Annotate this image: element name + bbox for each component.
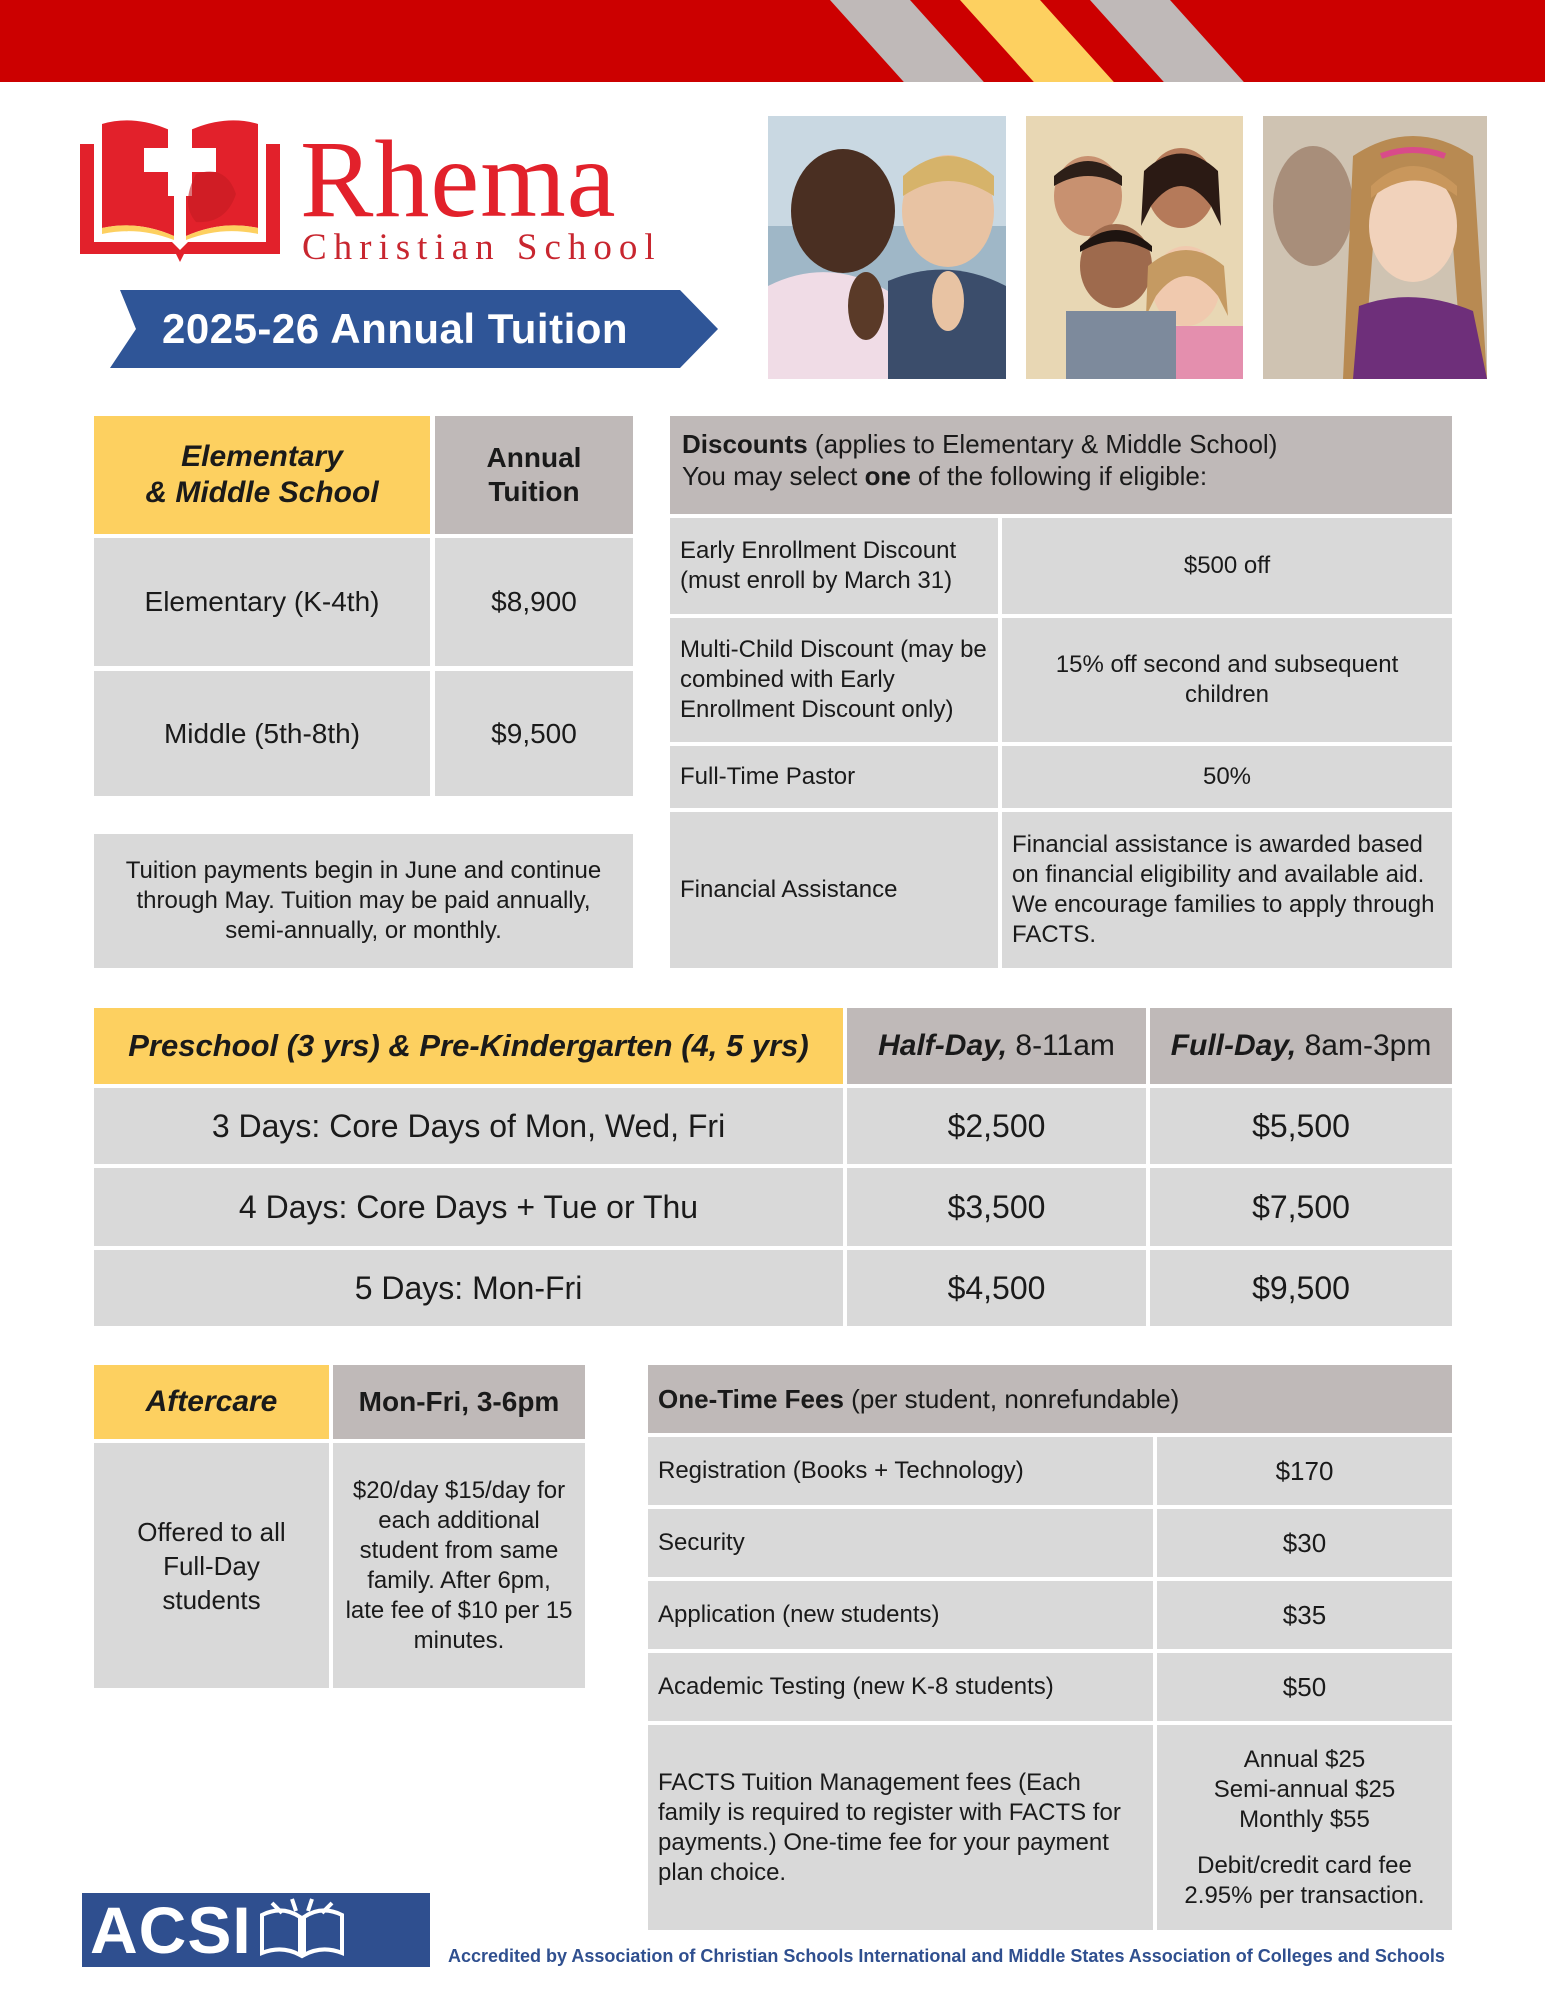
page-title: 2025-26 Annual Tuition [162,305,629,352]
elementary-header-line1: Elementary [181,440,343,473]
acsi-logo-text: ACSI [90,1893,252,1967]
title-ribbon [110,290,720,368]
facts-fee-name-cell: FACTS Tuition Management fees (Each family is required to register with FACTS for payments.) One-time fee for your payment plan choice. [648,1725,1153,1930]
school-subtitle: Christian School [302,227,662,268]
fee-value-cell: $35 [1157,1581,1452,1649]
preschool-full-price: $7,500 [1150,1168,1452,1246]
school-name: Rhema [300,118,617,240]
middle-tuition-cell: $9,500 [435,671,633,796]
discount-value-cell: Financial assistance is awarded based on financial eligibility and available aid. We encourage families to apply through FACTS. [1002,812,1452,968]
aftercare-time-header: Mon-Fri, 3-6pm [333,1365,585,1439]
fee-name-cell: Academic Testing (new K-8 students) [648,1653,1153,1721]
discount-value-cell: 50% [1002,746,1452,808]
elementary-grade-cell: Elementary (K-4th) [94,538,430,666]
aftercare-header: Aftercare [94,1365,329,1439]
fees-heading-bold: One-Time Fees [658,1384,844,1414]
preschool-half-price: $3,500 [847,1168,1146,1246]
fee-name-cell: Registration (Books + Technology) [648,1437,1153,1505]
facts-plan-monthly: Monthly $55 [1239,1805,1370,1833]
full-day-time: 8am-3pm [1296,1029,1432,1062]
fee-name-cell: Application (new students) [648,1581,1153,1649]
fee-name-cell: Security [648,1509,1153,1577]
top-banner [0,0,1545,82]
discount-name-cell: Financial Assistance [670,812,998,968]
discounts-heading-rest: (applies to Elementary & Middle School) [807,429,1278,459]
discounts-heading-bold: Discounts [682,429,808,459]
discount-name-cell: Early Enrollment Discount (must enroll by March 31) [670,518,998,614]
preschool-days-cell: 5 Days: Mon-Fri [94,1250,843,1326]
fees-header [648,1365,1452,1433]
elementary-header-line2: & Middle School [145,476,379,509]
open-book-icon [252,1895,352,1965]
elementary-tuition-cell: $8,900 [435,538,633,666]
students-group-photo [1026,116,1243,379]
school-logo-icon [76,104,284,264]
discounts-line2-a: You may select [682,461,865,491]
facts-fee-value-cell [1157,1725,1452,1930]
full-day-label: Full-Day, [1170,1029,1297,1062]
annual-tuition-header-line1: Annual [486,442,582,473]
discounts-line2-b: of the following if eligible: [910,461,1208,491]
fee-value-cell: $50 [1157,1653,1452,1721]
aftercare-who-cell: Offered to all Full-Day students [94,1443,329,1688]
preschool-days-cell: 3 Days: Core Days of Mon, Wed, Fri [94,1088,843,1164]
tuition-payment-note: Tuition payments begin in June and continue through May. Tuition may be paid annually, semi-annually, or monthly. [94,834,633,968]
student-girl-photo [1263,116,1487,379]
preschool-days-cell: 4 Days: Core Days + Tue or Thu [94,1168,843,1246]
full-day-header [1150,1008,1452,1084]
banner-stripe [960,0,1114,82]
facts-plan-semiannual: Semi-annual $25 [1213,1775,1396,1803]
banner-stripe [830,0,984,82]
fees-heading-rest: (per student, nonrefundable) [843,1384,1180,1414]
annual-tuition-header [435,416,633,534]
facts-card-fee: Debit/credit card fee 2.95% per transaction. [1184,1851,1425,1909]
preschool-half-price: $4,500 [847,1250,1146,1326]
discount-name-cell: Multi-Child Discount (may be combined with Early Enrollment Discount only) [670,618,998,742]
preschool-full-price: $9,500 [1150,1250,1452,1326]
acsi-logo [82,1893,430,1967]
accreditation-note: Accredited by Association of Christian Schools International and Middle States Association of Colleges and Schools [448,1946,1445,1966]
half-day-label: Half-Day, [878,1029,1008,1062]
fee-value-cell: $170 [1157,1437,1452,1505]
fee-value-cell: $30 [1157,1509,1452,1577]
discounts-header [670,416,1452,514]
annual-tuition-header-line2: Tuition [488,476,580,507]
half-day-header [847,1008,1146,1084]
discount-value-cell: 15% off second and subsequent children [1002,618,1452,742]
discount-name-cell: Full-Time Pastor [670,746,998,808]
preschool-full-price: $5,500 [1150,1088,1452,1164]
half-day-time: 8-11am [1007,1029,1115,1062]
aftercare-rates-cell: $20/day $15/day for each additional student from same family. After 6pm, late fee of $10 per 15 minutes. [333,1443,585,1688]
students-praying-photo [768,116,1006,379]
elementary-header [94,416,430,534]
preschool-header: Preschool (3 yrs) & Pre-Kindergarten (4, 5 yrs) [94,1008,843,1084]
middle-grade-cell: Middle (5th-8th) [94,671,430,796]
discount-value-cell: $500 off [1002,518,1452,614]
facts-plan-annual: Annual $25 [1243,1745,1366,1773]
preschool-half-price: $2,500 [847,1088,1146,1164]
discounts-line2-bold: one [864,461,911,491]
banner-stripe [1090,0,1244,82]
